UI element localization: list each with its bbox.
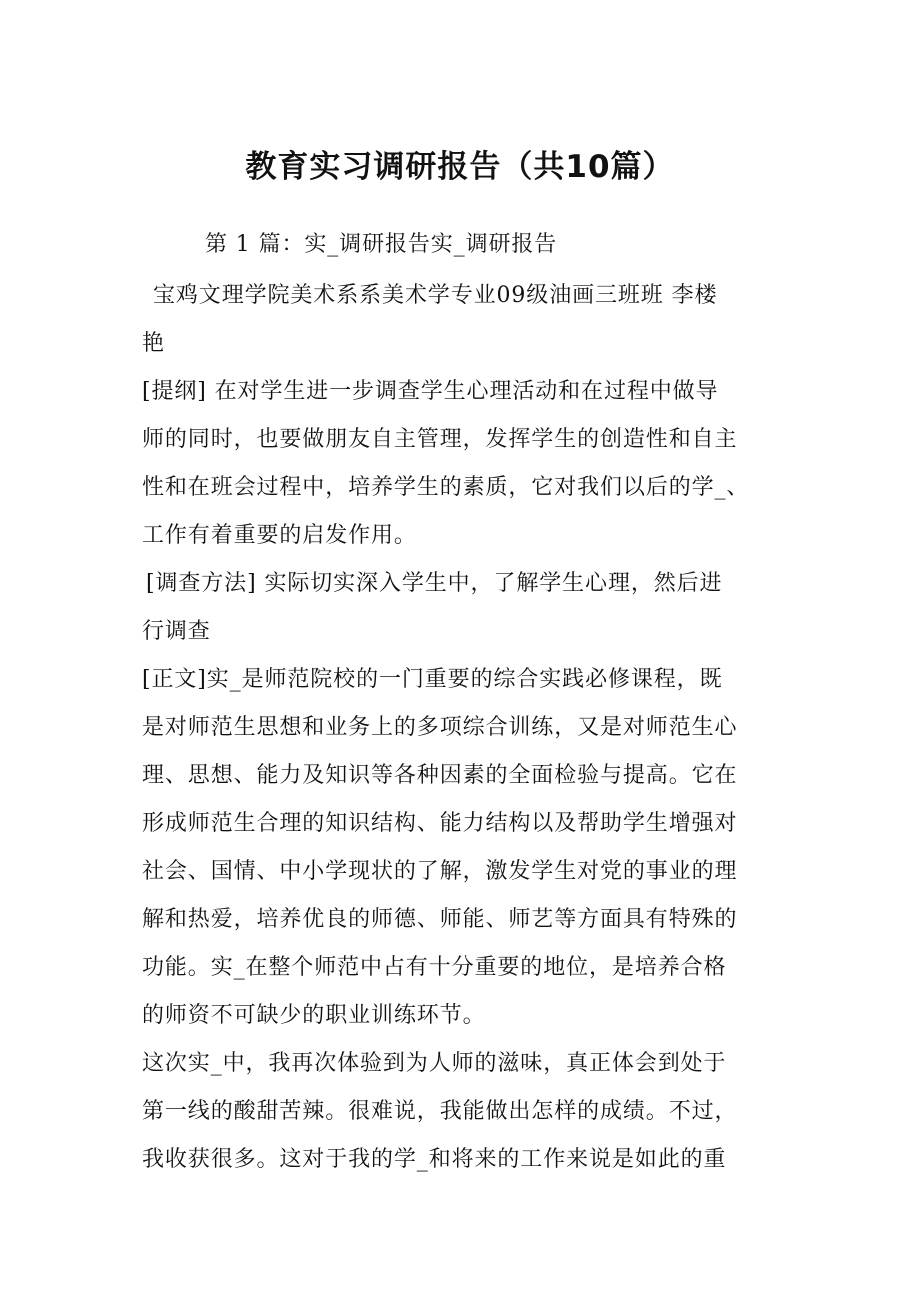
body-line: 这次实_中，我再次体验到为人师的滋味，真正体会到处于 <box>142 1051 727 1076</box>
body-line: 是对师范生思想和业务上的多项综合训练，又是对师范生心 <box>142 715 738 740</box>
body-line: 解和热爱，培养优良的师德、师能、师艺等方面具有特殊的 <box>142 907 738 932</box>
body-line: 工作有着重要的启发作用。 <box>142 523 417 548</box>
body-line: 行调查 <box>142 619 211 644</box>
document-title: 教育实习调研报告（共10篇） <box>245 149 675 185</box>
body-line: [调查方法] 实际切实深入学生中，了解学生心理，然后进 <box>146 571 723 596</box>
body-line: [提纲] 在对学生进一步调查学生心理活动和在过程中做导 <box>142 379 719 404</box>
section-heading: 第 1 篇：实_调研报告实_调研报告 <box>205 232 558 257</box>
body-line: 性和在班会过程中，培养学生的素质，它对我们以后的学_、 <box>142 475 750 500</box>
body-line: 第一线的酸甜苦辣。很难说，我能做出怎样的成绩。不过， <box>142 1099 738 1124</box>
body-line: 社会、国情、中小学现状的了解，激发学生对党的事业的理 <box>142 859 738 884</box>
body-line: 理、思想、能力及知识等各种因素的全面检验与提高。它在 <box>142 763 738 788</box>
body-line: 我收获很多。这对于我的学_和将来的工作来说是如此的重 <box>142 1147 727 1172</box>
body-line: 的师资不可缺少的职业训练环节。 <box>142 1003 486 1028</box>
body-line: [正文]实_是师范院校的一门重要的综合实践必修课程，既 <box>142 667 723 692</box>
body-line: 形成师范生合理的知识结构、能力结构以及帮助学生增强对 <box>142 811 738 836</box>
body-line: 功能。实_在整个师范中占有十分重要的地位，是培养合格 <box>142 955 727 980</box>
author-line-continued: 艳 <box>142 331 165 356</box>
body-line: 师的同时，也要做朋友自主管理，发挥学生的创造性和自主 <box>142 427 738 452</box>
author-line: 宝鸡文理学院美术系系美术学专业09级油画三班班 李楼 <box>153 283 718 308</box>
